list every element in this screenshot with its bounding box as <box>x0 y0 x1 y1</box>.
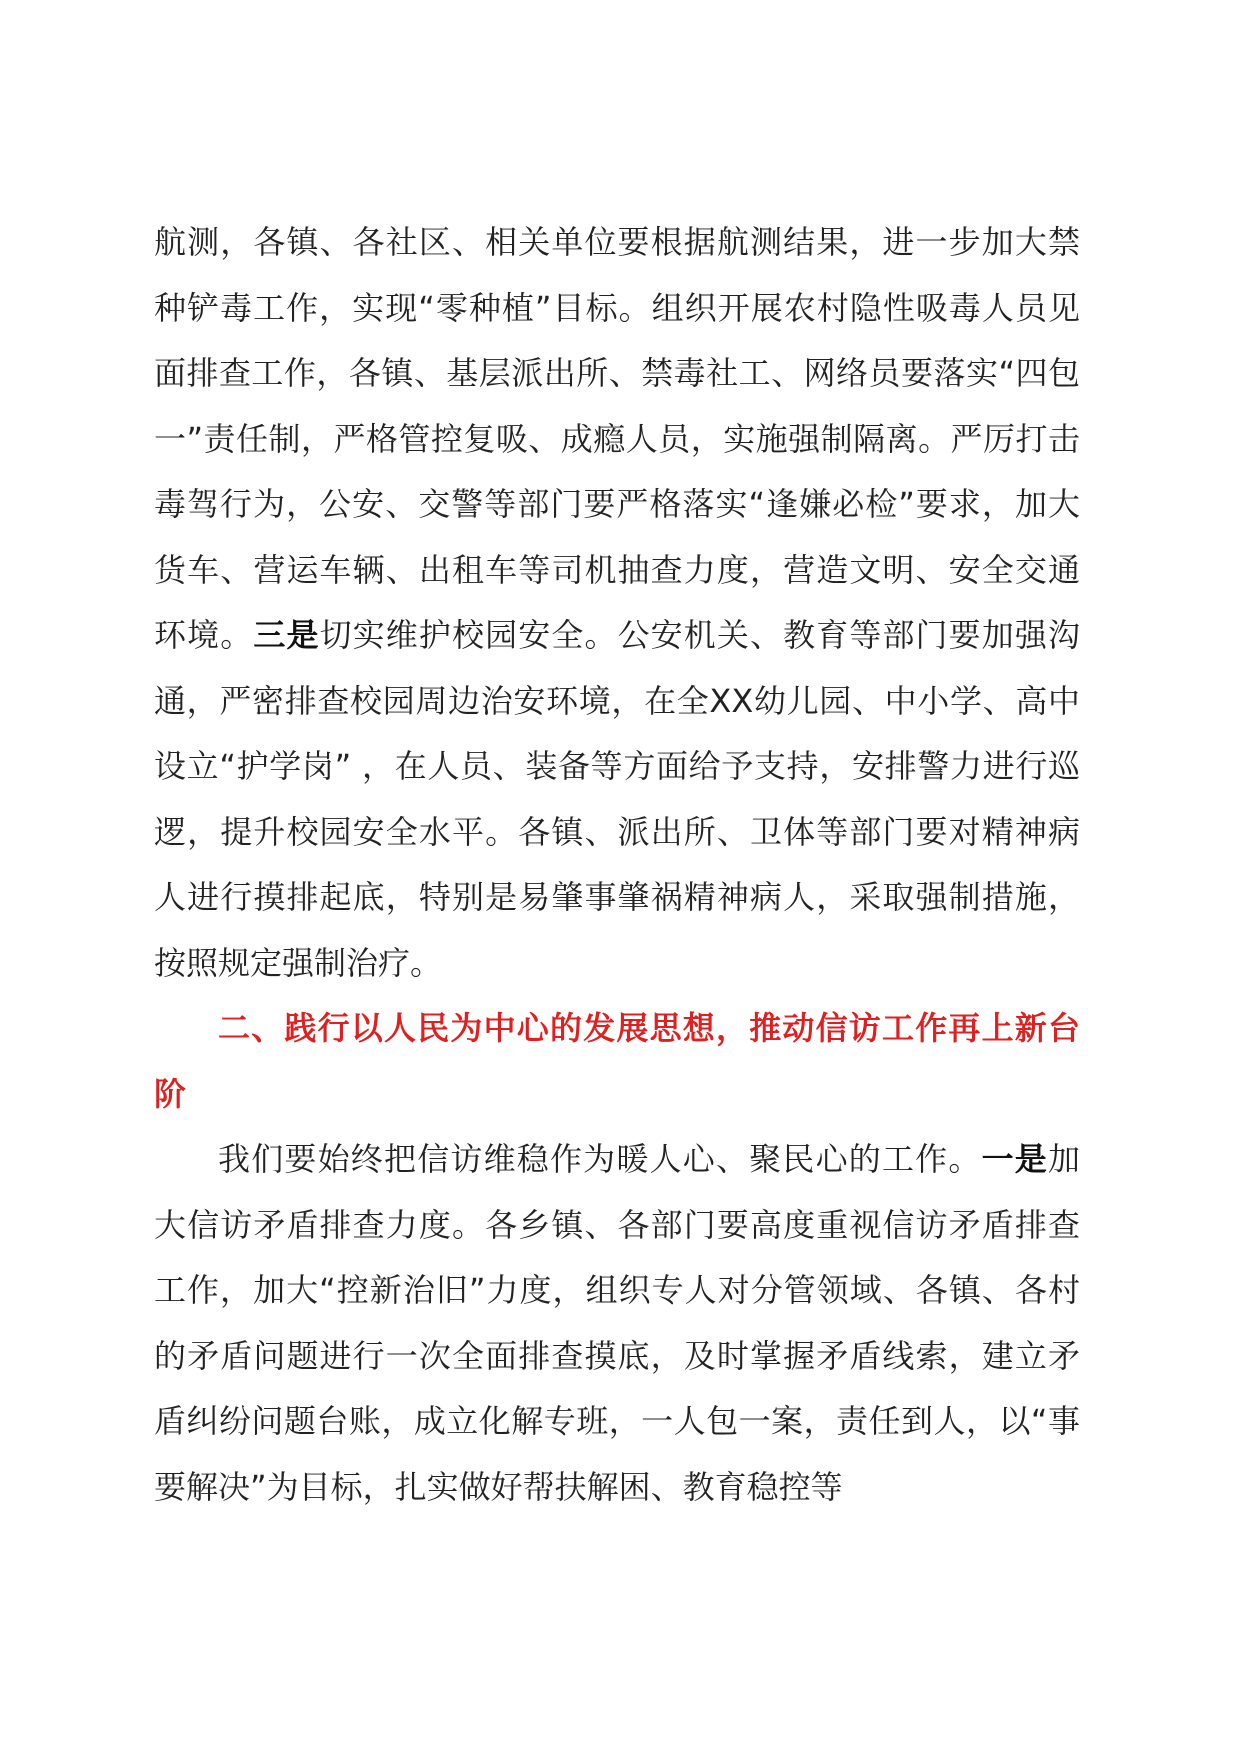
section-heading-2: 二、践行以人民为中心的发展思想，推动信访工作再上新台阶 <box>154 1009 1080 1113</box>
paragraph-text: 加大信访矛盾排查力度。各乡镇、各部门要高度重视信访矛盾排查工作，加大“控新治旧”力度，组织专人对分管领域、各镇、各村的矛盾问题进行一次全面排查摸底，及时掌握矛盾线索，建立矛盾纠纷问题台账，成立化解专班，一人包一案，责任到人，以“事要解决”为目标，扎实做好帮扶解困、教育稳控等 <box>154 1140 1080 1506</box>
bold-keyword-first: 一是 <box>981 1140 1048 1178</box>
paragraph-text: 航测，各镇、各社区、相关单位要根据航测结果，进一步加大禁种铲毒工作，实现“零种植”目标。组织开展农村隐性吸毒人员见面排查工作，各镇、基层派出所、禁毒社工、网络员要落实“四包一”责任制，严格管控复吸、成瘾人员，实施强制隔离。严厉打击毒驾行为，公安、交警等部门要严格落实“逢嫌必检”要求，加大货车、营运车辆、出租车等司机抽查力度，营造文明、安全交通环境。 <box>154 223 1080 654</box>
bold-keyword-third: 三是 <box>253 616 320 654</box>
paragraph-text: 切实维护校园安全。公安机关、教育等部门要加强沟通，严密排查校园周边治安环境，在全XX幼儿园、中小学、高中设立“护学岗” ，在人员、装备等方面给予支持，安排警力进行巡逻，提升校园安全水平。各镇、派出所、卫体等部门要对精神病人进行摸排起底，特别是易肇事肇祸精神病人，采取强制措施，按照规定强制治疗。 <box>154 616 1080 982</box>
paragraph-text: 我们要始终把信访维稳作为暖人心、聚民心的工作。 <box>218 1140 982 1178</box>
paragraph-petition <box>154 1127 1080 1520</box>
document-body <box>154 210 1080 1520</box>
paragraph-continued <box>154 210 1080 996</box>
